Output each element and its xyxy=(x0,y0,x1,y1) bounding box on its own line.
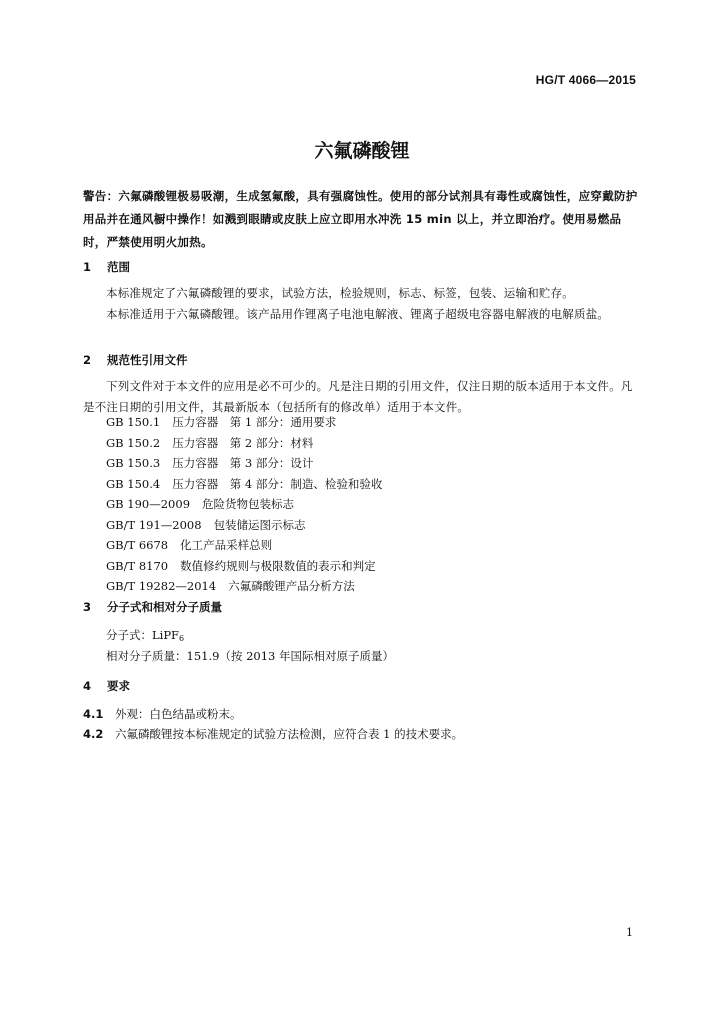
clause-4-2 xyxy=(83,726,463,742)
section-number: 2 xyxy=(83,353,92,367)
clause-4-1 xyxy=(83,706,242,722)
clause-number: 4.2 xyxy=(83,727,104,741)
reference-title: 危险货物包装标志 xyxy=(202,497,295,511)
reference-item xyxy=(106,515,382,536)
section-4-heading xyxy=(83,678,130,694)
scope-paragraph-1: 本标准规定了六氟磷酸锂的要求，试验方法，检验规则，标志、标签，包装、运输和贮存。 xyxy=(106,286,574,300)
section-2-heading xyxy=(83,352,188,368)
reference-code: GB 190—2009 xyxy=(106,497,191,511)
reference-code: GB 150.2 xyxy=(106,435,161,450)
reference-item xyxy=(106,474,382,495)
relative-molecular-mass: 相对分子质量：151.9（按 2013 年国际相对原子质量） xyxy=(106,649,394,663)
formula-label: 分子式： xyxy=(106,628,152,642)
reference-list xyxy=(106,412,382,597)
reference-title: 压力容器 第 3 部分：设计 xyxy=(172,456,314,470)
reference-title: 压力容器 第 2 部分：材料 xyxy=(172,435,314,450)
reference-title: 数值修约规则与极限数值的表示和判定 xyxy=(180,558,376,573)
section-3-heading xyxy=(83,599,222,615)
reference-code: GB 150.3 xyxy=(106,456,161,470)
reference-item xyxy=(106,494,382,515)
section-title: 规范性引用文件 xyxy=(107,353,188,367)
warning-notice: 警告：六氟磷酸锂极易吸潮，生成氢氟酸，具有强腐蚀性。使用的部分试剂具有毒性或腐蚀性，应穿戴防护用品并在通风橱中操作！如溅到眼睛或皮肤上应立即用水冲洗 15 min 以上，并立即治疗。使用易燃品时，严禁使用明火加热。 xyxy=(83,189,638,249)
scope-paragraph-2: 本标准适用于六氟磷酸锂。该产品用作锂离子电池电解液、锂离子超级电容器电解液的电解质盐。 xyxy=(106,307,610,321)
reference-title: 压力容器 第 1 部分：通用要求 xyxy=(172,415,337,429)
clause-text: 六氟磷酸锂按本标准规定的试验方法检测，应符合表 1 的技术要求。 xyxy=(115,727,464,741)
document-title: 六氟磷酸锂 xyxy=(314,140,410,162)
reference-title: 包装储运图示标志 xyxy=(213,517,306,532)
section-title: 要求 xyxy=(107,679,130,693)
references-intro: 下列文件对于本文件的应用是必不可少的。凡是注日期的引用文件，仅注日期的版本适用于本文件。凡是不注日期的引用文件，其最新版本（包括所有的修改单）适用于本文件。 xyxy=(83,379,633,414)
clause-number: 4.1 xyxy=(83,707,104,721)
section-title: 范围 xyxy=(107,260,130,274)
reference-item xyxy=(106,412,382,433)
standard-code: HG/T 4066—2015 xyxy=(535,73,636,87)
section-number: 1 xyxy=(83,260,92,274)
reference-code: GB/T 8170 xyxy=(106,558,169,573)
clause-text: 外观：白色结晶或粉末。 xyxy=(115,707,242,721)
section-1-heading xyxy=(83,259,130,275)
reference-item xyxy=(106,433,382,454)
reference-code: GB/T 191—2008 xyxy=(106,517,202,532)
reference-code: GB/T 19282—2014 xyxy=(106,579,217,593)
section-number: 3 xyxy=(83,600,92,614)
formula-main: LiPF xyxy=(152,628,180,642)
formula-subscript: 6 xyxy=(179,634,185,643)
reference-title: 压力容器 第 4 部分：制造、检验和验收 xyxy=(172,476,383,491)
section-number: 4 xyxy=(83,679,92,693)
reference-code: GB/T 6678 xyxy=(106,538,169,552)
reference-title: 六氟磷酸锂产品分析方法 xyxy=(228,579,355,593)
reference-title: 化工产品采样总则 xyxy=(180,538,273,552)
reference-item xyxy=(106,535,382,556)
reference-item xyxy=(106,453,382,474)
reference-item xyxy=(106,576,382,597)
page-number: 1 xyxy=(626,926,633,939)
reference-item xyxy=(106,556,382,577)
reference-code: GB 150.4 xyxy=(106,476,161,491)
molecular-formula xyxy=(106,627,184,643)
section-title: 分子式和相对分子质量 xyxy=(107,600,222,614)
reference-code: GB 150.1 xyxy=(106,415,161,429)
